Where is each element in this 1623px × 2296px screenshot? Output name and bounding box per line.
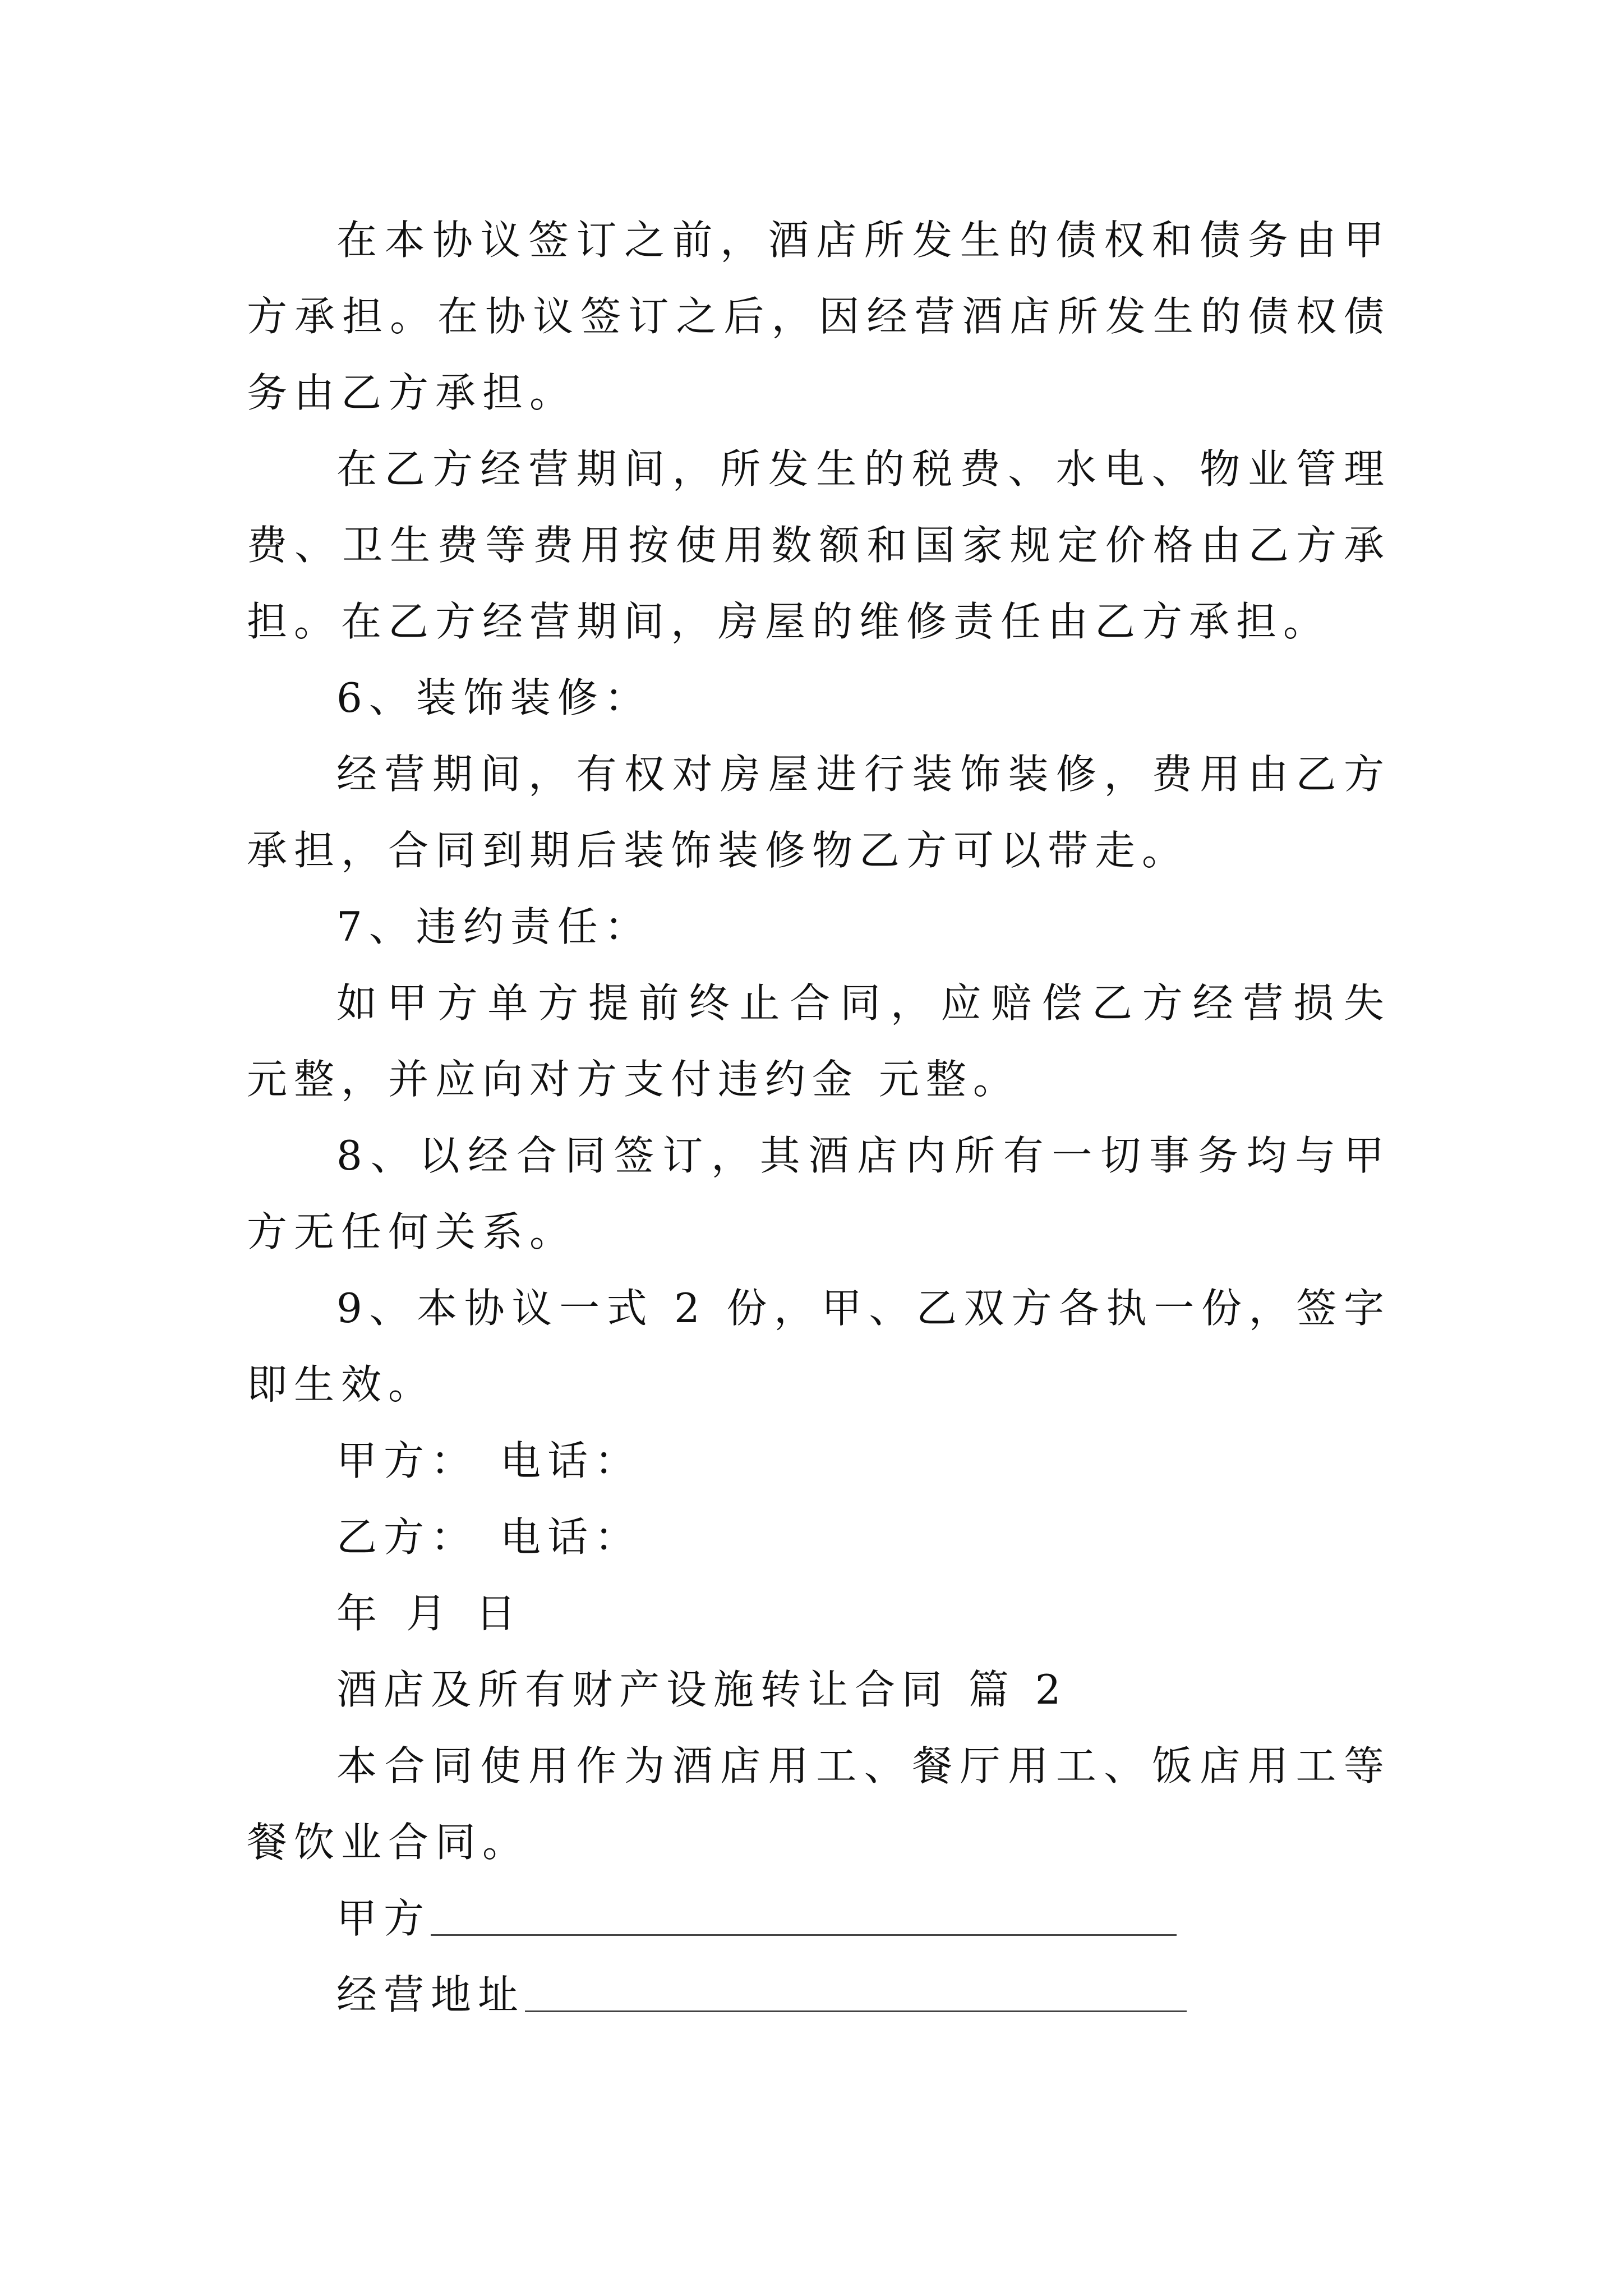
party-b-label: 乙方： bbox=[336, 1513, 478, 1561]
party-a-fill-row bbox=[247, 1880, 1391, 1957]
paragraph-decoration: 经营期间，有权对房屋进行装饰装修，费用由乙方承担，合同到期后装饰装修物乙方可以带走。 bbox=[247, 751, 1391, 874]
party-a-fill-blank[interactable] bbox=[431, 1880, 1177, 1936]
address-fill-row bbox=[247, 1957, 1391, 2033]
party-b-phone-label: 电话： bbox=[500, 1513, 642, 1561]
date-day: 日 bbox=[476, 1590, 523, 1637]
paragraph-operating-expenses: 在乙方经营期间，所发生的税费、水电、物业管理费、卫生费等费用按使用数额和国家规定价格由乙方承担。在乙方经营期间，房屋的维修责任由乙方承担。 bbox=[247, 445, 1391, 645]
heading-decoration: 6、装饰装修： bbox=[336, 674, 652, 721]
date-year: 年 bbox=[336, 1590, 384, 1637]
paragraph-breach-liability: 如甲方单方提前终止合同，应赔偿乙方经营损失 元整，并应向对方支付违约金 元整。 bbox=[247, 979, 1391, 1103]
heading-breach-liability: 7、违约责任： bbox=[336, 903, 652, 950]
signature-party-b-row bbox=[247, 1499, 1391, 1575]
paragraph-debt-responsibility: 在本协议签订之前，酒店所发生的债权和债务由甲方承担。在协议签订之后，因经营酒店所发生的债权债务由乙方承担。 bbox=[247, 217, 1391, 416]
paragraph-clause-9: 9、本协议一式 2 份，甲、乙双方各执一份，签字即生效。 bbox=[247, 1285, 1391, 1408]
date-month: 月 bbox=[406, 1590, 454, 1637]
address-fill-label: 经营地址 bbox=[336, 1971, 525, 2018]
signature-party-a-row bbox=[247, 1423, 1391, 1499]
address-fill-blank[interactable] bbox=[525, 1957, 1187, 2012]
party-a-phone-label: 电话： bbox=[500, 1437, 642, 1484]
paragraph-clause-8: 8、以经合同签订，其酒店内所有一切事务均与甲方无任何关系。 bbox=[247, 1132, 1391, 1255]
party-a-label: 甲方： bbox=[336, 1437, 478, 1484]
section-2-title: 酒店及所有财产设施转让合同 篇 2 bbox=[336, 1666, 1068, 1713]
section-2-intro: 本合同使用作为酒店用工、餐厅用工、饭店用工等餐饮业合同。 bbox=[247, 1742, 1391, 1866]
party-a-fill-label: 甲方 bbox=[336, 1895, 431, 1942]
date-row bbox=[247, 1575, 1391, 1651]
document-body bbox=[247, 202, 1391, 2033]
